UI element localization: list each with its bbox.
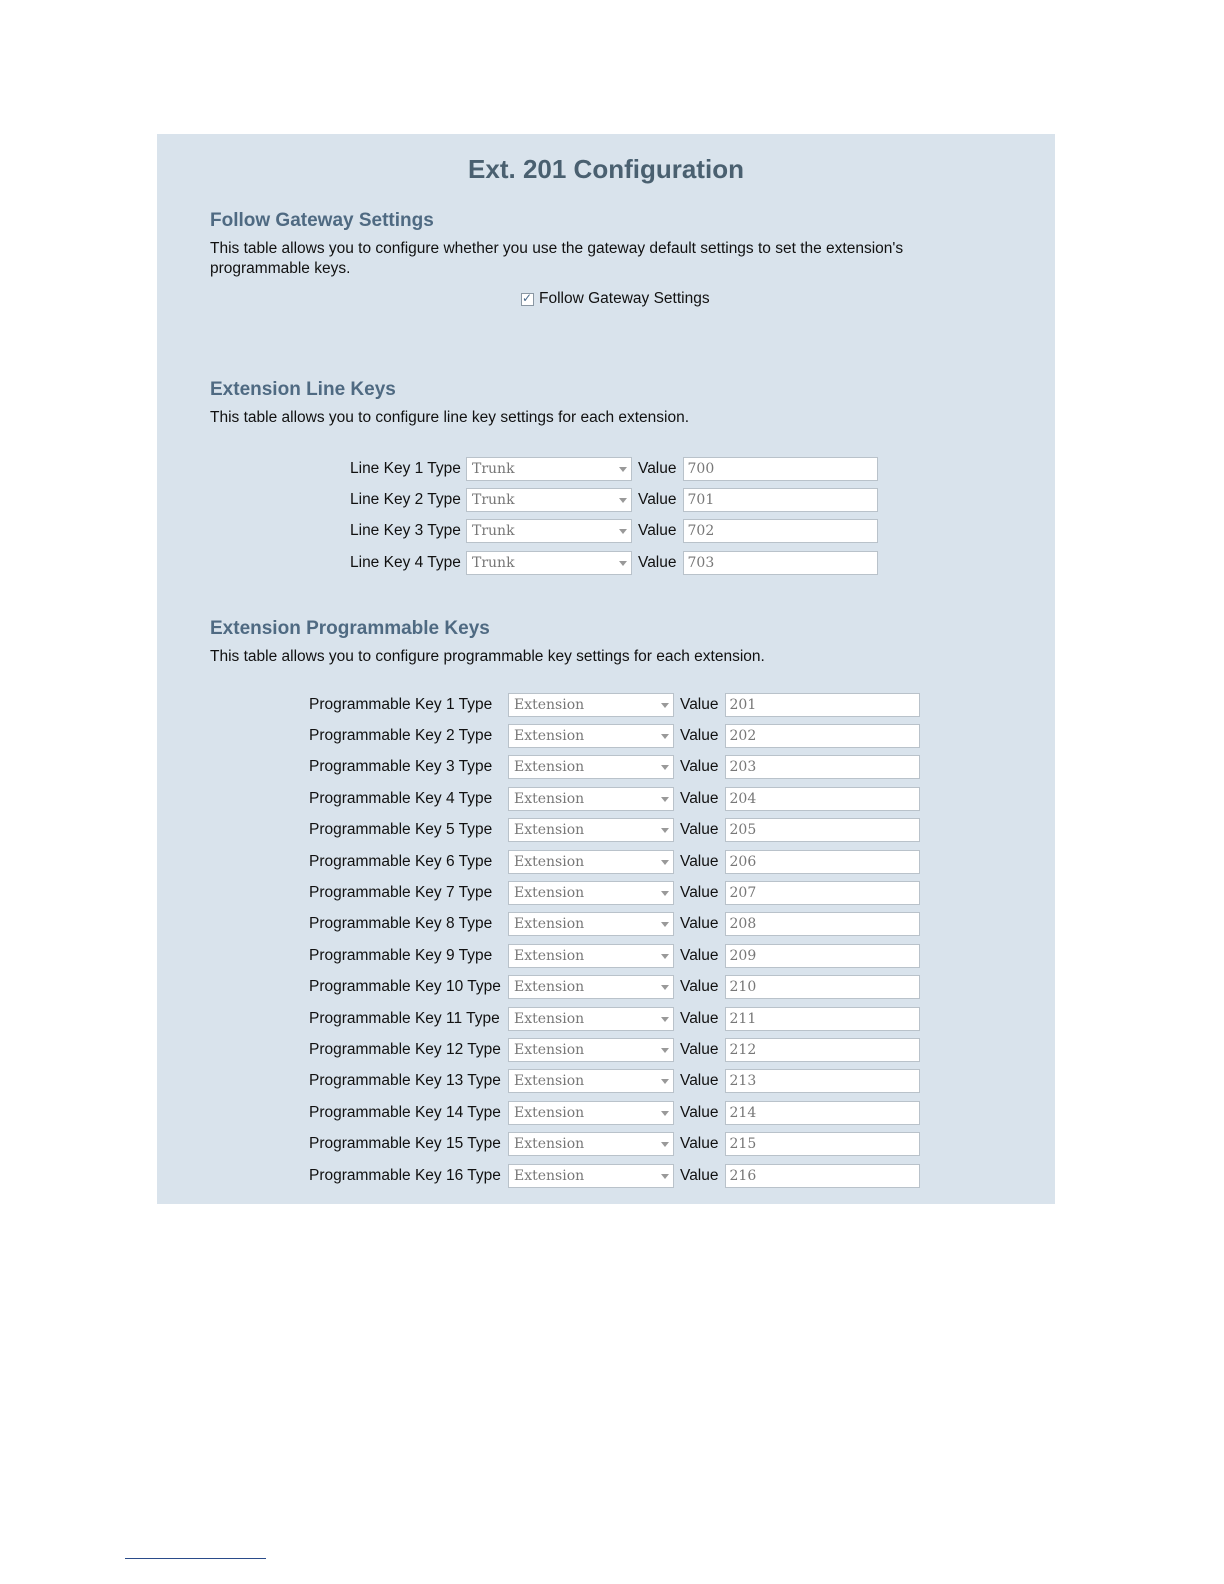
line-keys-heading: Extension Line Keys <box>210 379 396 400</box>
programmable-key-row-13 <box>309 1066 920 1097</box>
chevron-down-icon <box>661 1142 669 1147</box>
programmable-key-row-12 <box>309 1034 920 1065</box>
programmable-key-type-selected: Extension <box>514 790 585 807</box>
line-key-value-label: Value <box>638 553 677 571</box>
follow-gateway-checkbox-label: Follow Gateway Settings <box>539 290 710 307</box>
programmable-key-value-input[interactable] <box>725 724 920 748</box>
programmable-key-value-label: Value <box>680 1072 719 1090</box>
line-key-row-3 <box>350 516 878 547</box>
programmable-key-value-input[interactable] <box>725 975 920 999</box>
chevron-down-icon <box>661 828 669 833</box>
programmable-key-value-label: Value <box>680 1135 719 1153</box>
programmable-key-value-label: Value <box>680 821 719 839</box>
programmable-key-type-select[interactable] <box>508 1069 674 1093</box>
programmable-key-label: Programmable Key 3 Type <box>309 758 493 776</box>
line-key-type-select[interactable] <box>466 457 632 481</box>
programmable-keys-table <box>309 689 920 1191</box>
programmable-key-label: Programmable Key 14 Type <box>309 1103 501 1121</box>
chevron-down-icon <box>661 1174 669 1179</box>
programmable-key-row-8 <box>309 909 920 940</box>
programmable-key-row-15 <box>309 1128 920 1159</box>
line-key-type-selected: Trunk <box>472 460 515 477</box>
programmable-key-value-input[interactable] <box>725 912 920 936</box>
line-key-value-label: Value <box>638 522 677 540</box>
footnote-separator <box>125 1558 266 1559</box>
programmable-key-value-input[interactable] <box>725 850 920 874</box>
programmable-key-value-input[interactable] <box>725 1038 920 1062</box>
line-key-label: Line Key 2 Type <box>350 491 461 509</box>
programmable-key-type-select[interactable] <box>508 944 674 968</box>
programmable-key-label: Programmable Key 6 Type <box>309 852 493 870</box>
programmable-key-value-label: Value <box>680 1009 719 1027</box>
programmable-key-type-selected: Extension <box>514 822 585 839</box>
chevron-down-icon <box>661 1111 669 1116</box>
line-key-label: Line Key 3 Type <box>350 522 461 540</box>
line-keys-table <box>350 453 878 579</box>
programmable-key-type-select[interactable] <box>508 818 674 842</box>
programmable-key-row-5 <box>309 815 920 846</box>
programmable-key-value-label: Value <box>680 1166 719 1184</box>
chevron-down-icon <box>661 891 669 896</box>
programmable-key-type-selected: Extension <box>514 1167 585 1184</box>
chevron-down-icon <box>661 954 669 959</box>
programmable-key-value-input[interactable] <box>725 755 920 779</box>
programmable-key-value-label: Value <box>680 1103 719 1121</box>
programmable-key-row-2 <box>309 720 920 751</box>
line-key-value-input[interactable] <box>683 457 878 481</box>
programmable-key-label: Programmable Key 1 Type <box>309 695 493 713</box>
programmable-keys-description: This table allows you to configure programmable key settings for each extension. <box>210 648 765 665</box>
line-key-value-input[interactable] <box>683 519 878 543</box>
programmable-key-label: Programmable Key 4 Type <box>309 789 493 807</box>
chevron-down-icon <box>661 797 669 802</box>
programmable-key-type-select[interactable] <box>508 787 674 811</box>
line-key-row-2 <box>350 484 878 515</box>
programmable-key-value-label: Value <box>680 852 719 870</box>
programmable-key-value-label: Value <box>680 758 719 776</box>
line-key-type-select[interactable] <box>466 519 632 543</box>
programmable-key-type-select[interactable] <box>508 755 674 779</box>
programmable-key-value-label: Value <box>680 695 719 713</box>
programmable-keys-heading: Extension Programmable Keys <box>210 618 490 639</box>
chevron-down-icon <box>661 922 669 927</box>
programmable-key-type-select[interactable] <box>508 881 674 905</box>
programmable-key-type-select[interactable] <box>508 975 674 999</box>
line-key-type-selected: Trunk <box>472 554 515 571</box>
chevron-down-icon <box>661 860 669 865</box>
programmable-key-row-6 <box>309 846 920 877</box>
line-key-row-4 <box>350 547 878 578</box>
programmable-key-type-selected: Extension <box>514 979 585 996</box>
programmable-key-label: Programmable Key 5 Type <box>309 821 493 839</box>
programmable-key-row-10 <box>309 972 920 1003</box>
programmable-key-row-7 <box>309 877 920 908</box>
programmable-key-value-input[interactable] <box>725 818 920 842</box>
programmable-key-value-input[interactable] <box>725 944 920 968</box>
programmable-key-value-label: Value <box>680 727 719 745</box>
programmable-key-row-14 <box>309 1097 920 1128</box>
chevron-down-icon <box>661 1048 669 1053</box>
chevron-down-icon <box>619 561 627 566</box>
programmable-key-value-label: Value <box>680 789 719 807</box>
programmable-key-label: Programmable Key 9 Type <box>309 946 493 964</box>
line-key-value-input[interactable] <box>683 551 878 575</box>
programmable-key-value-label: Value <box>680 1040 719 1058</box>
programmable-key-type-select[interactable] <box>508 724 674 748</box>
chevron-down-icon <box>619 467 627 472</box>
programmable-key-type-selected: Extension <box>514 759 585 776</box>
line-key-value-label: Value <box>638 491 677 509</box>
follow-gateway-heading: Follow Gateway Settings <box>210 210 434 231</box>
programmable-key-value-input[interactable] <box>725 1007 920 1031</box>
programmable-key-label: Programmable Key 16 Type <box>309 1166 501 1184</box>
chevron-down-icon <box>661 1017 669 1022</box>
programmable-key-value-input[interactable] <box>725 1069 920 1093</box>
follow-gateway-description: This table allows you to configure whether you use the gateway default settings to set the extension's programmable keys. <box>210 240 904 277</box>
config-panel <box>157 134 1055 1204</box>
programmable-key-type-selected: Extension <box>514 885 585 902</box>
line-key-label: Line Key 1 Type <box>350 459 461 477</box>
chevron-down-icon <box>619 498 627 503</box>
programmable-key-type-selected: Extension <box>514 1136 585 1153</box>
programmable-key-label: Programmable Key 7 Type <box>309 884 493 902</box>
programmable-key-label: Programmable Key 10 Type <box>309 978 501 996</box>
follow-gateway-checkbox-row[interactable] <box>521 290 710 308</box>
line-keys-description: This table allows you to configure line key settings for each extension. <box>210 409 690 426</box>
follow-gateway-checkbox[interactable] <box>521 290 534 306</box>
line-key-type-selected: Trunk <box>472 523 515 540</box>
programmable-key-type-select[interactable] <box>508 1132 674 1156</box>
programmable-key-type-selected: Extension <box>514 916 585 933</box>
programmable-key-type-selected: Extension <box>514 1041 585 1058</box>
programmable-key-type-select[interactable] <box>508 1007 674 1031</box>
programmable-key-row-4 <box>309 783 920 814</box>
programmable-key-label: Programmable Key 2 Type <box>309 727 493 745</box>
programmable-key-type-selected: Extension <box>514 728 585 745</box>
line-key-type-select[interactable] <box>466 551 632 575</box>
chevron-down-icon <box>661 734 669 739</box>
line-key-type-selected: Trunk <box>472 492 515 509</box>
programmable-key-row-9 <box>309 940 920 971</box>
programmable-key-type-select[interactable] <box>508 1038 674 1062</box>
chevron-down-icon <box>661 985 669 990</box>
programmable-key-type-selected: Extension <box>514 696 585 713</box>
programmable-key-label: Programmable Key 15 Type <box>309 1135 501 1153</box>
programmable-key-label: Programmable Key 8 Type <box>309 915 493 933</box>
checkmark-icon: ✓ <box>522 290 533 305</box>
programmable-key-value-label: Value <box>680 884 719 902</box>
chevron-down-icon <box>661 1079 669 1084</box>
programmable-key-row-3 <box>309 752 920 783</box>
programmable-key-label: Programmable Key 11 Type <box>309 1009 500 1027</box>
programmable-key-type-selected: Extension <box>514 853 585 870</box>
programmable-key-type-select[interactable] <box>508 1101 674 1125</box>
programmable-key-label: Programmable Key 13 Type <box>309 1072 501 1090</box>
line-key-value-label: Value <box>638 459 677 477</box>
programmable-key-type-selected: Extension <box>514 1010 585 1027</box>
programmable-key-value-input[interactable] <box>725 1132 920 1156</box>
line-key-type-select[interactable] <box>466 488 632 512</box>
line-key-row-1 <box>350 453 878 484</box>
programmable-key-type-select[interactable] <box>508 850 674 874</box>
chevron-down-icon <box>619 529 627 534</box>
programmable-key-type-select[interactable] <box>508 912 674 936</box>
programmable-key-type-selected: Extension <box>514 947 585 964</box>
programmable-key-type-selected: Extension <box>514 1104 585 1121</box>
programmable-key-value-input[interactable] <box>725 787 920 811</box>
programmable-key-value-label: Value <box>680 946 719 964</box>
programmable-key-value-input[interactable] <box>725 693 920 717</box>
line-key-label: Line Key 4 Type <box>350 553 461 571</box>
page-title: Ext. 201 Configuration <box>468 154 744 184</box>
programmable-key-value-label: Value <box>680 978 719 996</box>
programmable-key-type-select[interactable] <box>508 693 674 717</box>
programmable-key-value-input[interactable] <box>725 1164 920 1188</box>
programmable-key-row-11 <box>309 1003 920 1034</box>
chevron-down-icon <box>661 765 669 770</box>
programmable-key-value-input[interactable] <box>725 881 920 905</box>
chevron-down-icon <box>661 703 669 708</box>
programmable-key-row-16 <box>309 1160 920 1191</box>
programmable-key-value-label: Value <box>680 915 719 933</box>
programmable-key-type-selected: Extension <box>514 1073 585 1090</box>
programmable-key-value-input[interactable] <box>725 1101 920 1125</box>
programmable-key-type-select[interactable] <box>508 1164 674 1188</box>
programmable-key-row-1 <box>309 689 920 720</box>
line-key-value-input[interactable] <box>683 488 878 512</box>
programmable-key-label: Programmable Key 12 Type <box>309 1040 501 1058</box>
